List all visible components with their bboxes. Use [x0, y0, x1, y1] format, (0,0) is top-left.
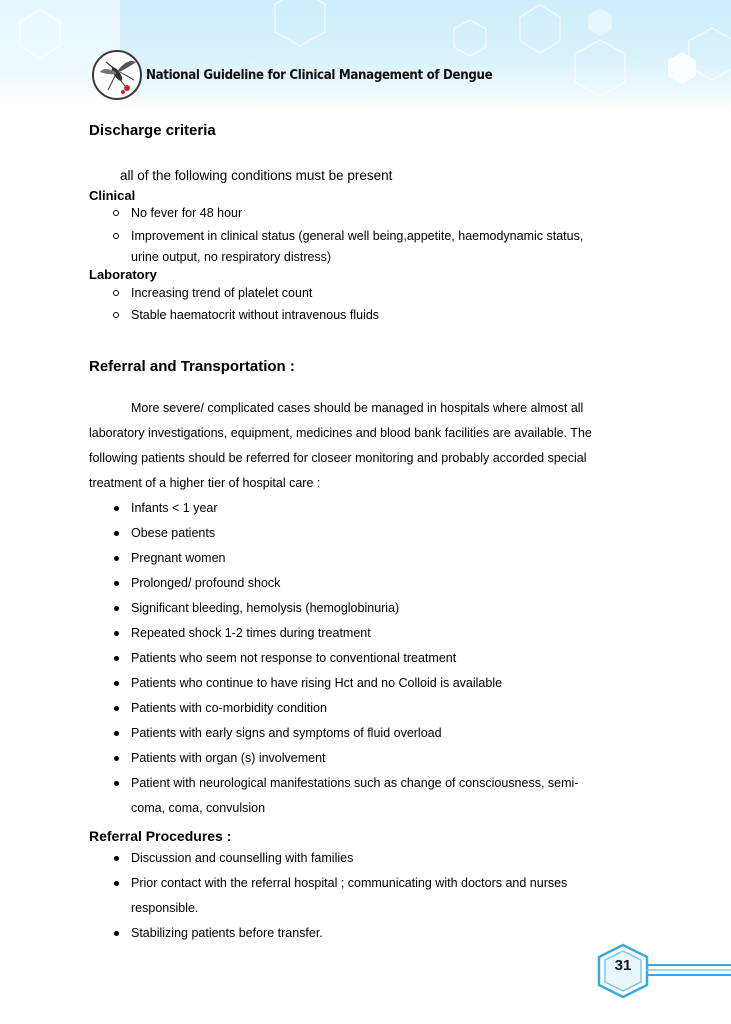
paragraph-line: treatment of a higher tier of hospital care : [89, 476, 321, 490]
list-item: Increasing trend of platelet count [131, 286, 313, 300]
bullet-dot-icon [114, 706, 119, 711]
mosquito-logo-icon [94, 52, 140, 98]
bullet-dot-icon [114, 781, 119, 786]
list-item: Pregnant women [131, 551, 226, 565]
bullet-dot-icon [114, 631, 119, 636]
paragraph-line: laboratory investigations, equipment, medicines and blood bank facilities are available. The [89, 426, 592, 440]
dengue-logo [92, 50, 142, 100]
list-item: Discussion and counselling with families [131, 851, 354, 865]
page-number-badge [595, 943, 731, 1003]
paragraph-line: following patients should be referred for closeer monitoring and probably accorded special [89, 451, 587, 465]
bullet-circle-icon [113, 210, 119, 216]
list-item: coma, coma, convulsion [131, 801, 266, 815]
bullet-dot-icon [114, 881, 119, 886]
bullet-dot-icon [114, 531, 119, 536]
bullet-dot-icon [114, 931, 119, 936]
list-item: urine output, no respiratory distress) [131, 250, 332, 264]
bullet-circle-icon [113, 290, 119, 296]
bullet-circle-icon [113, 233, 119, 239]
bullet-circle-icon [113, 312, 119, 318]
list-item: Infants < 1 year [131, 501, 218, 515]
list-item: Patients who seem not response to conventional treatment [131, 651, 457, 665]
clinical-label: Clinical [89, 188, 136, 203]
bullet-dot-icon [114, 556, 119, 561]
bullet-dot-icon [114, 606, 119, 611]
procedures-heading: Referral Procedures : [89, 828, 232, 844]
bullet-dot-icon [114, 681, 119, 686]
list-item: Stable haematocrit without intravenous fluids [131, 308, 380, 322]
list-item: Stabilizing patients before transfer. [131, 926, 323, 940]
list-item: responsible. [131, 901, 199, 915]
list-item: Patient with neurological manifestations such as change of consciousness, semi- [131, 776, 579, 790]
list-item: Repeated shock 1-2 times during treatment [131, 626, 371, 640]
list-item: Patients with co-morbidity condition [131, 701, 327, 715]
list-item: Prior contact with the referral hospital ; communicating with doctors and nurses [131, 876, 568, 890]
referral-heading: Referral and Transportation : [89, 358, 295, 375]
list-item: Patients who continue to have rising Hct and no Colloid is available [131, 676, 503, 690]
header-title: National Guideline for Clinical Management of Dengue [146, 67, 493, 83]
bullet-dot-icon [114, 756, 119, 761]
list-item: No fever for 48 hour [131, 206, 243, 220]
bullet-dot-icon [114, 856, 119, 861]
discharge-heading: Discharge criteria [89, 122, 216, 139]
list-item: Significant bleeding, hemolysis (hemoglobinuria) [131, 601, 400, 615]
bullet-dot-icon [114, 656, 119, 661]
list-item: Improvement in clinical status (general well being,appetite, haemodynamic status, [131, 229, 584, 243]
discharge-intro: all of the following conditions must be present [120, 168, 393, 183]
bullet-dot-icon [114, 731, 119, 736]
bullet-dot-icon [114, 506, 119, 511]
page-number: 31 [614, 957, 632, 974]
list-item: Patients with organ (s) involvement [131, 751, 326, 765]
bullet-dot-icon [114, 581, 119, 586]
list-item: Patients with early signs and symptoms of fluid overload [131, 726, 442, 740]
list-item: Obese patients [131, 526, 216, 540]
list-item: Prolonged/ profound shock [131, 576, 281, 590]
page-header [0, 0, 731, 108]
paragraph-line: More severe/ complicated cases should be managed in hospitals where almost all [131, 401, 584, 415]
laboratory-label: Laboratory [89, 267, 157, 282]
